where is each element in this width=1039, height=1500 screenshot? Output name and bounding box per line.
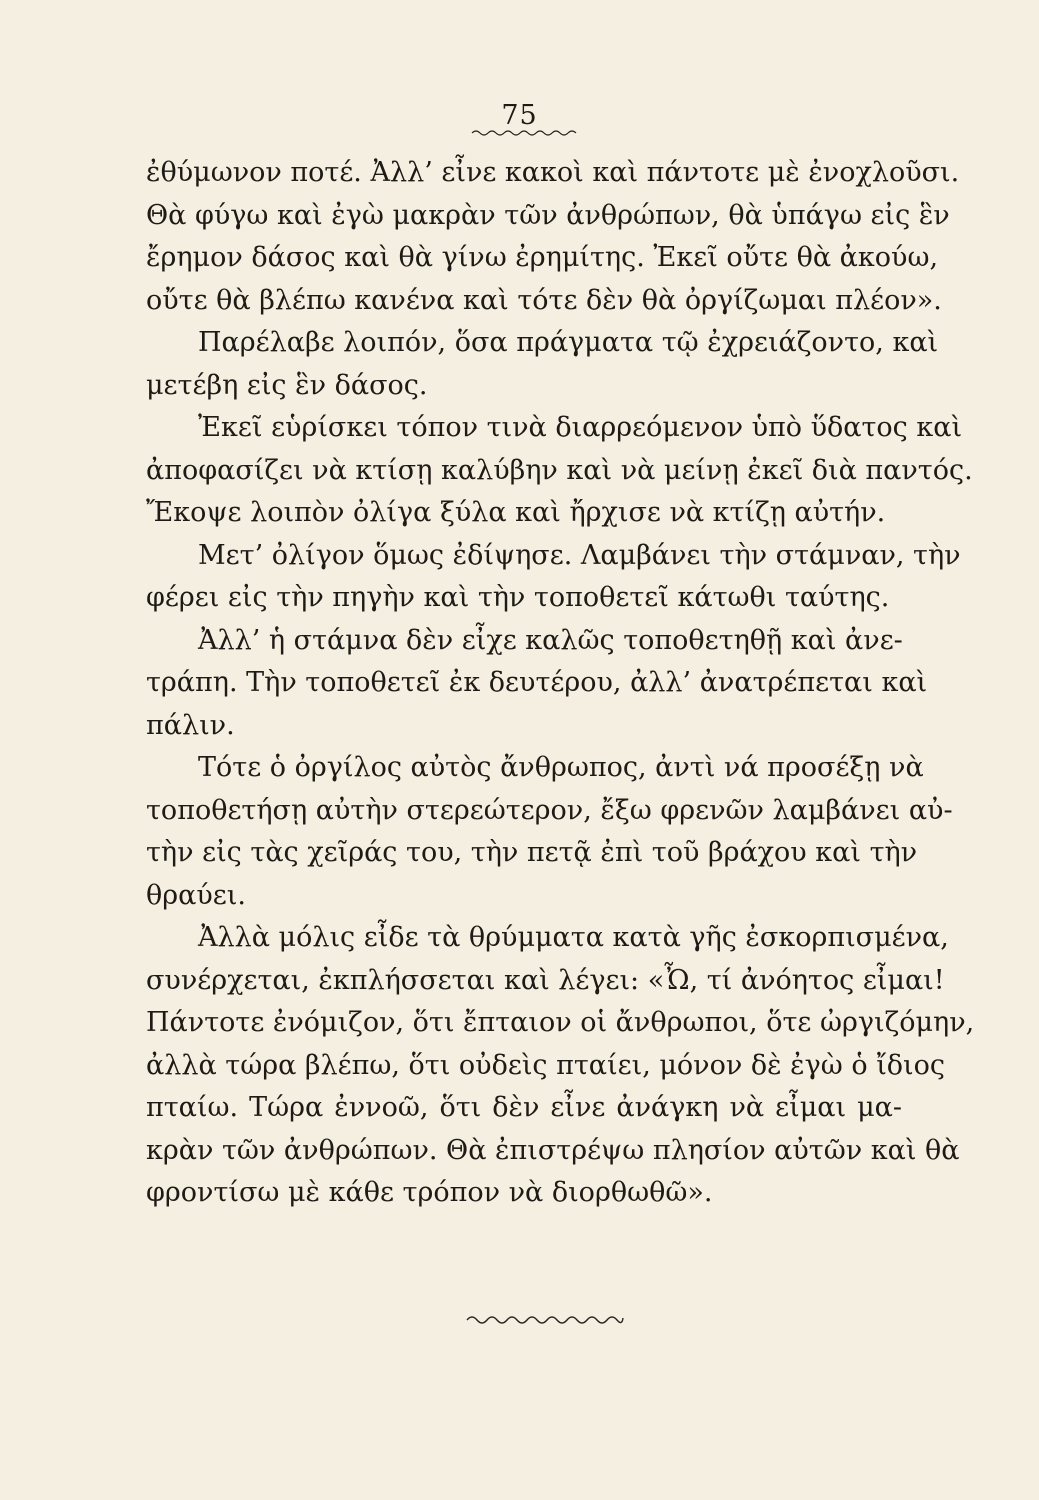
text-line: ἀλλὰ τώρα βλέπω, ὅτι οὐδεὶς πταίει, μόνον δὲ ἐγὼ ὁ ἴδιος (146, 1049, 946, 1081)
text-line: Τότε ὁ ὀργίλος αὐτὸς ἄνθρωπος, ἀντὶ νά προσέξῃ νὰ (198, 752, 924, 783)
page-number-flourish (470, 128, 580, 136)
text-line: κρὰν τῶν ἀνθρώπων. Θὰ ἐπιστρέψω πλησίον αὐτῶν καὶ θὰ (146, 1134, 960, 1166)
text-line: ἐθύμωνον ποτέ. Ἀλλ’ εἶνε κακοὶ καὶ πάντοτε μὲ ἐνοχλοῦσι. (146, 157, 960, 188)
text-line: πάλιν. (146, 709, 235, 741)
text-line: φέρει εἰς τὴν πηγὴν καὶ τὴν τοποθετεῖ κάτωθι ταύτης. (146, 582, 890, 613)
paragraph-6 (146, 747, 953, 917)
paragraph-3 (146, 407, 973, 535)
paragraph-7 (146, 917, 975, 1215)
text-line: θραύει. (146, 879, 246, 911)
text-line: Παρέλαβε λοιπόν, ὅσα πράγματα τῷ ἐχρειάζοντο, καὶ (198, 327, 939, 358)
text-line: Ἀλλ’ ἡ στάμνα δὲν εἶχε καλῶς τοποθετηθῇ καὶ ἀνε- (198, 624, 903, 656)
text-line: πταίω. Τώρα ἐννοῶ, ὅτι δὲν εἶνε ἀνάγκη νὰ εἶμαι μα- (146, 1092, 902, 1123)
text-body (146, 152, 975, 1215)
text-line: οὔτε θὰ βλέπω κανένα καὶ τότε δὲν θὰ ὀργίζωμαι πλέον». (146, 284, 942, 316)
text-line: φροντίσω μὲ κάθε τρόπον νὰ διορθωθῶ». (146, 1177, 713, 1208)
text-line: ἔρημον δάσος καὶ θὰ γίνω ἐρημίτης. Ἐκεῖ οὔτε θὰ ἀκούω, (146, 242, 939, 273)
paragraph-5 (146, 620, 928, 748)
paragraph-1 (146, 152, 960, 322)
text-line: Ἀλλὰ μόλις εἶδε τὰ θρύμματα κατὰ γῆς ἐσκορπισμένα, (198, 922, 949, 953)
page-number: 75 (501, 100, 538, 131)
text-line: Θὰ φύγω καὶ ἐγὼ μακρὰν τῶν ἀνθρώπων, θὰ ὑπάγω εἰς ἓν (146, 199, 950, 231)
text-line: Ἔκοψε λοιπὸν ὀλίγα ξύλα καὶ ἤρχισε νὰ κτίζῃ αὐτήν. (146, 497, 886, 528)
text-line: μετέβη εἰς ἓν δάσος. (146, 369, 428, 401)
text-line: Μετ’ ὀλίγον ὅμως ἐδίψησε. Λαμβάνει τὴν στάμναν, τὴν (198, 539, 961, 571)
text-line: τράπη. Τὴν τοποθετεῖ ἐκ δευτέρου, ἀλλ’ ἀνατρέπεται καὶ (146, 667, 928, 698)
text-line: τοποθετήσῃ αὐτὴν στερεώτερον, ἔξω φρενῶν λαμβάνει αὐ- (146, 794, 953, 826)
paragraph-2 (146, 322, 939, 407)
text-line: ἀποφασίζει νὰ κτίσῃ καλύβην καὶ νὰ μείνῃ ἐκεῖ διὰ παντός. (146, 454, 973, 486)
text-line: συνέρχεται, ἐκπλήσσεται καὶ λέγει: «Ὦ, τί ἀνόητος εἶμαι! (146, 964, 945, 996)
text-line: τὴν εἰς τὰς χεῖράς του, τὴν πετᾷ ἐπὶ τοῦ βράχου καὶ τὴν (146, 837, 918, 868)
text-line: Πάντοτε ἐνόμιζον, ὅτι ἔπταιον οἱ ἄνθρωποι, ὅτε ὠργιζόμην, (146, 1007, 975, 1038)
text-line: Ἐκεῖ εὑρίσκει τόπον τινὰ διαρρεόμενον ὑπὸ ὕδατος καὶ (198, 412, 963, 443)
paragraph-4 (146, 535, 961, 620)
end-ornament (465, 1312, 625, 1324)
